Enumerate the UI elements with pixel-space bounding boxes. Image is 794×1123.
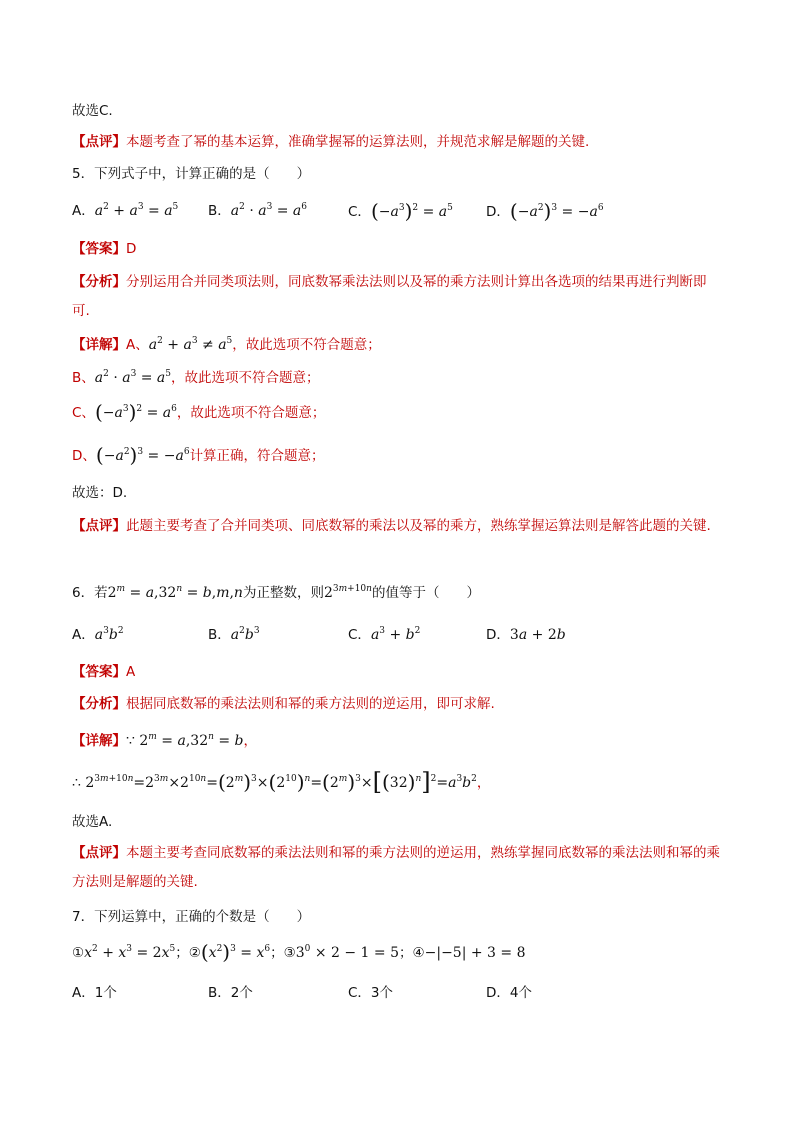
q5-option-a-formula: $a^2 + a^3 = a^5$	[94, 202, 179, 219]
q6-comment	[72, 839, 722, 897]
q5-detail-a-formula: $a^2 + a^3 \ne a^5$	[148, 336, 233, 353]
q5-analysis	[72, 268, 722, 326]
q5-option-c	[348, 201, 453, 222]
q6-condition-formula: $2^m = a,32^n = b,m,n$	[107, 584, 243, 601]
q6-option-b	[208, 625, 260, 645]
q5-analysis-text: 分别运用合并同类项法则，同底数幂乘法法则以及幂的乘方法则计算出各选项的结果再进行判断即可.	[72, 274, 707, 319]
q6-middle: 为正整数，则	[242, 585, 324, 601]
q7-option-a: A．1个	[72, 985, 117, 1001]
question-7-options	[72, 983, 722, 1005]
question-5-text: 5．下列式子中，计算正确的是（ ）	[72, 166, 311, 182]
q5-option-d	[486, 201, 604, 222]
q7-statement-3-mark: ；③	[270, 945, 296, 961]
q5-detail-d-formula: $(-a^2)^3 = -a^6$	[95, 443, 190, 467]
q6-choose	[72, 812, 722, 832]
q7-option-b: B．2个	[208, 985, 253, 1001]
q7-statement-1-formula: $x^2 + x^3 = 2x^5$	[84, 944, 176, 961]
q7-statement-4-formula: −|−5| + 3 = 8	[424, 945, 526, 961]
q5-detail-c	[72, 402, 722, 426]
q5-detail-c-prefix: C、	[72, 405, 95, 421]
q6-suffix: 的值等于（ ）	[371, 585, 480, 601]
q6-option-c-label: C．	[348, 627, 371, 643]
q7-statement-2-mark: ；②	[175, 945, 201, 961]
q6-option-a-formula: $a^3b^2$	[94, 626, 124, 643]
q6-answer	[72, 662, 722, 682]
q5-detail-d-prefix: D、	[72, 448, 96, 464]
prev-choice-text: 故选C.	[72, 103, 113, 119]
q5-option-b-formula: $a^2 \cdot a^3 = a^6$	[230, 202, 308, 219]
q6-detail-given	[72, 731, 722, 751]
q6-option-d	[486, 625, 566, 645]
q6-answer-value: A	[126, 664, 136, 680]
q7-statement-1-mark: ①	[72, 945, 85, 961]
question-7-stem	[72, 907, 722, 927]
question-6-options	[72, 625, 722, 647]
q6-option-a	[72, 625, 124, 645]
answer-tag: 【答案】	[72, 241, 126, 257]
q7-option-c: C．3个	[348, 985, 394, 1001]
q6-target-formula: $2^{3m+10n}$	[323, 584, 372, 601]
q6-prefix: 6．若	[72, 585, 108, 601]
q5-detail-b-formula: $a^2 \cdot a^3 = a^5$	[94, 369, 172, 386]
q5-option-c-label: C．	[348, 204, 371, 220]
q6-derivation-formula: ∴ $2^{3m+10n}=2^{3m}\times 2^{10n}=(2^m)^3\times(2^{10})^n=(2^m)^3\times[(32)^n]^2=a^3b^2$	[72, 768, 477, 796]
q6-detail-comma: ，	[243, 733, 258, 749]
q6-option-b-label: B．	[208, 627, 231, 643]
q6-derivation-comma: ，	[476, 775, 491, 791]
analysis-tag: 【分析】	[72, 696, 126, 712]
q5-detail-a	[72, 335, 722, 355]
q6-detail-derivation	[72, 768, 722, 802]
q7-statement-2-formula: $(x^2)^3 = x^6$	[200, 940, 271, 964]
detail-tag: 【详解】	[72, 337, 126, 353]
q7-option-d: D．4个	[486, 985, 532, 1001]
q5-option-c-formula: $(-a^3)^2 = a^5$	[370, 199, 453, 223]
analysis-tag: 【分析】	[72, 274, 126, 290]
prev-comment	[72, 132, 722, 152]
question-7-text: 7．下列运算中，正确的个数是（ ）	[72, 909, 311, 925]
q6-detail-given-formula: ∵ $2^m = a,32^n = b$	[126, 732, 244, 749]
q5-detail-d	[72, 445, 722, 469]
q6-analysis-text: 根据同底数幂的乘法法则和幂的乘方法则的逆运用，即可求解.	[126, 696, 495, 712]
question-6-stem	[72, 583, 722, 603]
q6-option-c	[348, 625, 420, 645]
prev-choice	[72, 101, 722, 121]
comment-tag: 【点评】	[72, 134, 126, 150]
q5-detail-c-suffix: ，故此选项不符合题意；	[176, 405, 326, 421]
q6-option-c-formula: $a^3 + b^2$	[370, 626, 421, 643]
q5-option-d-formula: $(-a^2)^3 = -a^6$	[509, 199, 604, 223]
q5-answer	[72, 239, 722, 259]
q5-detail-b	[72, 368, 722, 388]
q6-choose-text: 故选A.	[72, 814, 113, 830]
comment-tag: 【点评】	[72, 518, 126, 534]
q5-option-a-label: A．	[72, 203, 95, 219]
q5-detail-a-suffix: ，故此选项不符合题意；	[232, 337, 381, 353]
q5-comment-text: 此题主要考查了合并同类项、同底数幂的乘法以及幂的乘方，熟练掌握运算法则是解答此题的关键.	[126, 518, 711, 534]
q6-option-b-formula: $a^2b^3$	[230, 626, 260, 643]
q5-detail-c-formula: $(-a^3)^2 = a^6$	[94, 400, 177, 424]
answer-tag: 【答案】	[72, 664, 126, 680]
prev-comment-text: 本题考查了幂的基本运算，准确掌握幂的运算法则，并规范求解是解题的关键.	[126, 134, 590, 150]
question-7-statements	[72, 942, 722, 966]
q5-answer-value: D	[126, 241, 137, 257]
q5-option-d-label: D．	[486, 204, 510, 220]
q5-choose	[72, 483, 722, 503]
q5-comment	[72, 512, 722, 541]
q7-statement-3-formula: $3^0 \times 2 - 1 = 5$	[295, 944, 400, 961]
q6-analysis	[72, 694, 722, 714]
question-5-options	[72, 201, 722, 225]
detail-tag: 【详解】	[72, 733, 126, 749]
q5-option-b	[208, 201, 307, 221]
q6-option-a-label: A．	[72, 627, 95, 643]
question-5-stem	[72, 164, 722, 184]
q5-detail-d-suffix: 计算正确，符合题意；	[189, 448, 325, 464]
q7-statement-4-mark: ；④	[399, 945, 425, 961]
q6-comment-text: 本题主要考查同底数幂的乘法法则和幂的乘方法则的逆运用，熟练掌握同底数幂的乘法法则和幂的乘方法则是解题的关键.	[72, 845, 720, 890]
comment-tag: 【点评】	[72, 845, 126, 861]
q5-detail-b-prefix: B、	[72, 370, 95, 386]
q5-option-b-label: B．	[208, 203, 231, 219]
q5-option-a	[72, 201, 178, 221]
q5-detail-a-prefix: A、	[126, 337, 149, 353]
q6-option-d-formula: 3a + 2b	[509, 627, 566, 643]
q5-choose-text: 故选：D.	[72, 485, 128, 501]
q6-option-d-label: D．	[486, 627, 510, 643]
q5-detail-b-suffix: ，故此选项不符合题意；	[171, 370, 320, 386]
